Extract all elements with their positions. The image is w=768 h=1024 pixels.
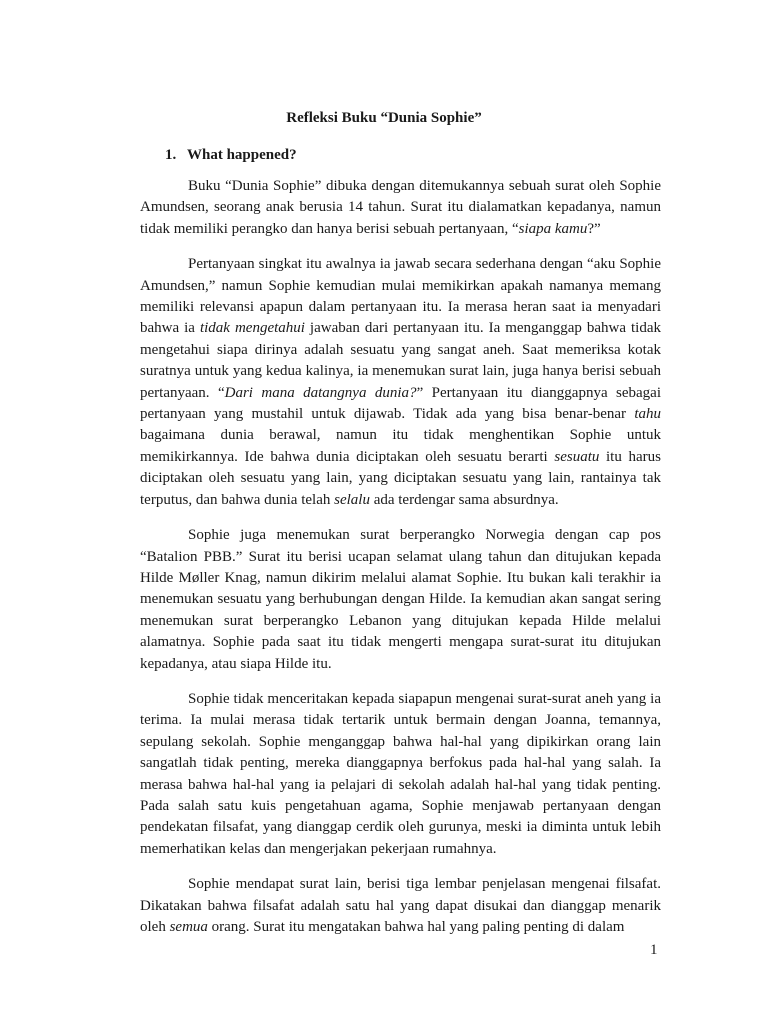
italic-run: Dari mana datangnya dunia? xyxy=(224,384,417,401)
paragraph-4: Sophie tidak menceritakan kepada siapapun mengenai surat-surat aneh yang ia terima. Ia mulai merasa tidak tertarik untuk bermain dengan Joanna, temannya, sepulang sekolah. Sophie menganggap bahwa hal-hal yang dipikirkan orang lain sangatlah tidak penting, mereka dianggapnya berfokus pada hal-hal yang salah. Ia merasa bahwa hal-hal yang ia pelajari di sekolah adalah hal-hal yang tidak penting. Pada salah satu kuis pengetahuan agama, Sophie menjawab pertanyaan dengan pendekatan filsafat, yang dianggap cerdik oleh gurunya, meski ia diminta untuk lebih memerhatikan kelas dan mengerjakan pekerjaan rumahnya. xyxy=(140,690,661,857)
paragraph-5: Sophie mendapat surat lain, berisi tiga lembar penjelasan mengenai filsafat. Dikatakan bahwa filsafat adalah satu hal yang dapat disukai dan dianggap menarik oleh semua orang. Surat itu mengatakan bahwa hal yang paling penting di dalam xyxy=(140,876,661,935)
italic-run: semua xyxy=(169,919,208,935)
italic-run: siapa kamu xyxy=(518,220,588,237)
paragraph-2: Pertanyaan singkat itu awalnya ia jawab secara sederhana dengan “aku Sophie Amundsen,” namun Sophie kemudian mulai memikirkan apakah namanya memang memiliki relevansi apapun dalam pertanyaan itu. Ia merasa heran saat ia menyadari bahwa ia tidak mengetahui jawaban dari pertanyaan itu. Ia menganggap bahwa tidak mengetahui siapa dirinya adalah sesuatu yang sangat aneh. Saat memeriksa kotak suratnya untuk yang kedua kalinya, ia menemukan surat lain, juga hanya berisi sebuah pertanyaan. “Dari mana datangnya dunia?” Pertanyaan itu dianggapnya sebagai pertanyaan yang mustahil untuk dijawab. Tidak ada yang bisa benar-benar tahu bagaimana dunia berawal, namun itu tidak menghentikan Sophie untuk memikirkannya. Ide bahwa dunia diciptakan oleh sesuatu berarti sesuatu itu harus diciptakan oleh sesuatu yang lain, yang diciptakan sesuatu yang lain, rantainya tak terputus, dan bahwa dunia telah selalu ada terdengar sama absurdnya. xyxy=(140,256,661,508)
paragraph-1: Buku “Dunia Sophie” dibuka dengan ditemukannya sebuah surat oleh Sophie Amundsen, seorang anak berusia 14 tahun. Surat itu dialamatkan kepadanya, namun tidak memiliki perangko dan hanya berisi sebuah pertanyaan, “siapa kamu?” xyxy=(140,178,661,237)
document-title: Refleksi Buku “Dunia Sophie” xyxy=(286,110,482,126)
page-number: 1 xyxy=(650,942,658,958)
section-number: 1. xyxy=(165,147,177,163)
italic-run: tahu xyxy=(634,406,661,423)
section-heading xyxy=(165,145,297,165)
italic-run: sesuatu xyxy=(554,448,600,465)
section-label: What happened? xyxy=(187,147,297,163)
italic-run: selalu xyxy=(334,491,370,508)
paragraph-3: Sophie juga menemukan surat berperangko Norwegia dengan cap pos “Batalion PBB.” Surat itu berisi ucapan selamat ulang tahun dan ditujukan kepada Hilde Møller Knag, namun dikirim melalui alamat Sophie. Itu bukan kali terakhir ia menemukan sesuatu yang berhubungan dengan Hilde. Ia kemudian akan sangat sering menemukan surat berperangko Lebanon yang ditujukan kepada Hilde melalui alamatnya. Sophie pada saat itu tidak mengerti mengapa surat-surat itu ditujukan kepadanya, atau siapa Hilde itu. xyxy=(140,527,661,672)
document-body xyxy=(140,176,661,952)
italic-run: tidak mengetahui xyxy=(199,320,305,337)
